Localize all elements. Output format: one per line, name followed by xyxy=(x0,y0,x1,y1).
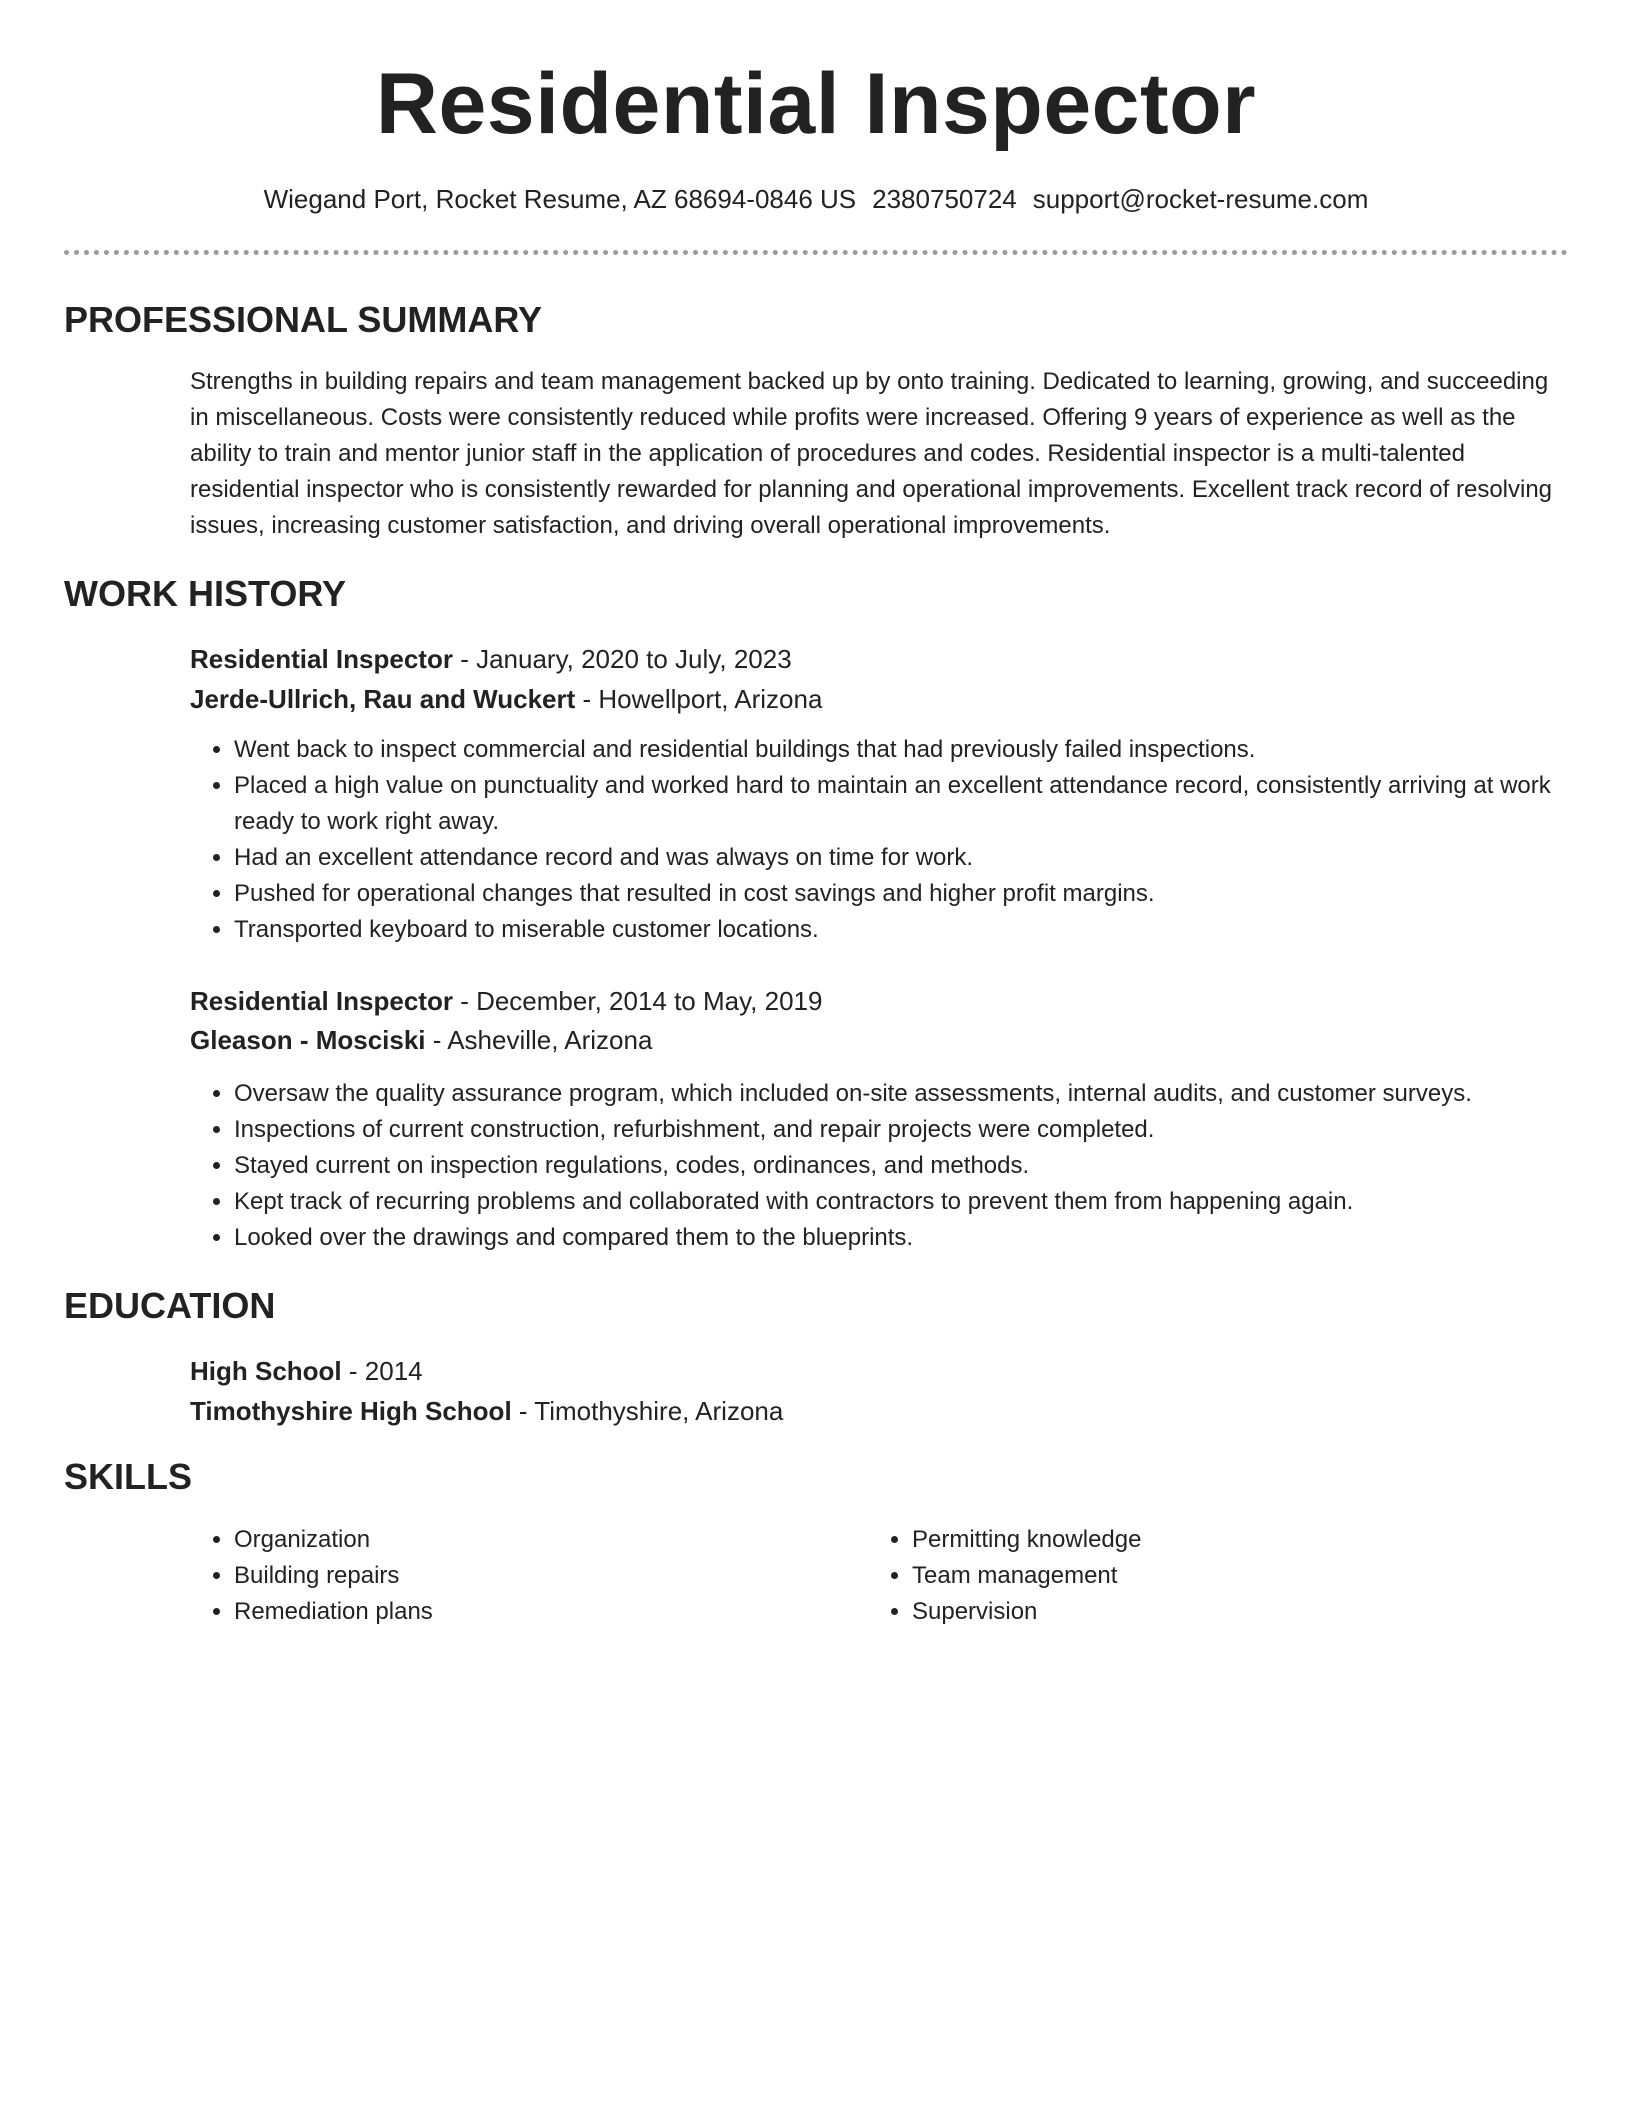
job-2-dates: - December, 2014 to May, 2019 xyxy=(452,986,823,1016)
list-item: • Had an excellent attendance record and was always on time for work. xyxy=(234,840,1570,876)
job-1-company-line xyxy=(190,680,822,718)
header-divider xyxy=(64,250,1568,255)
list-item: • Supervision xyxy=(912,1594,1512,1630)
list-item: • Pushed for operational changes that resulted in cost savings and higher profit margins. xyxy=(234,876,1570,912)
education-degree-line xyxy=(190,1352,423,1390)
contact-email: support@rocket-resume.com xyxy=(1032,184,1369,214)
list-item: • Oversaw the quality assurance program, which included on-site assessments, internal audits, and customer surveys. xyxy=(234,1076,1570,1112)
section-title-summary: PROFESSIONAL SUMMARY xyxy=(64,299,543,340)
list-item: • Went back to inspect commercial and residential buildings that had previously failed inspections. xyxy=(234,732,1570,768)
job-1-dates: - January, 2020 to July, 2023 xyxy=(452,644,792,674)
job-2-title-line xyxy=(190,982,822,1020)
skills-list-right xyxy=(868,1522,1512,1630)
job-2-title: Residential Inspector xyxy=(190,986,453,1016)
list-item: • Placed a high value on punctuality and worked hard to maintain an excellent attendance record, consistently arriving at work ready to work right away. xyxy=(234,768,1570,840)
list-item: • Inspections of current construction, refurbishment, and repair projects were completed. xyxy=(234,1112,1570,1148)
list-item: • Transported keyboard to miserable customer locations. xyxy=(234,912,1570,948)
education-year: - 2014 xyxy=(341,1356,423,1386)
section-title-skills: SKILLS xyxy=(64,1456,193,1497)
job-1-company: Jerde-Ullrich, Rau and Wuckert xyxy=(190,684,576,714)
list-item: • Permitting knowledge xyxy=(912,1522,1512,1558)
contact-line xyxy=(0,180,1632,218)
job-1-location: - Howellport, Arizona xyxy=(575,684,823,714)
list-item: • Looked over the drawings and compared them to the blueprints. xyxy=(234,1220,1570,1256)
education-school-line xyxy=(190,1392,783,1430)
summary-text: Strengths in building repairs and team management backed up by onto training. Dedicated to learning, growing, and succeeding in miscellaneous. Costs were consistently reduced while profits were increased. Offering 9 years of experience as well as the ability to train and mentor junior staff in the application of procedures and codes. Residential inspector is a multi-talented residential inspector who is consistently rewarded for planning and operational improvements. Excellent track record of resolving issues, increasing customer satisfaction, and driving overall operational improvements. xyxy=(190,368,1553,539)
education-school: Timothyshire High School xyxy=(190,1396,512,1426)
list-item: • Remediation plans xyxy=(234,1594,834,1630)
skills-list-left xyxy=(190,1522,834,1630)
list-item: • Organization xyxy=(234,1522,834,1558)
section-title-education: EDUCATION xyxy=(64,1285,276,1326)
job-2-bullets xyxy=(190,1076,1570,1256)
list-item: • Team management xyxy=(912,1558,1512,1594)
job-1-title: Residential Inspector xyxy=(190,644,453,674)
job-1-title-line xyxy=(190,640,792,678)
job-2-company-line xyxy=(190,1021,652,1059)
job-1-bullets xyxy=(190,732,1570,948)
job-2-location: - Asheville, Arizona xyxy=(425,1025,653,1055)
section-title-work: WORK HISTORY xyxy=(64,573,347,614)
education-degree: High School xyxy=(190,1356,342,1386)
list-item: • Building repairs xyxy=(234,1558,834,1594)
education-location: - Timothyshire, Arizona xyxy=(511,1396,784,1426)
list-item: • Kept track of recurring problems and collaborated with contractors to prevent them from happening again. xyxy=(234,1184,1570,1220)
list-item: • Stayed current on inspection regulations, codes, ordinances, and methods. xyxy=(234,1148,1570,1184)
job-2-company: Gleason - Mosciski xyxy=(190,1025,426,1055)
contact-phone: 2380750724 xyxy=(872,184,1017,214)
candidate-name: Residential Inspector xyxy=(375,56,1257,152)
contact-address: Wiegand Port, Rocket Resume, AZ 68694-0846 US xyxy=(263,184,857,214)
